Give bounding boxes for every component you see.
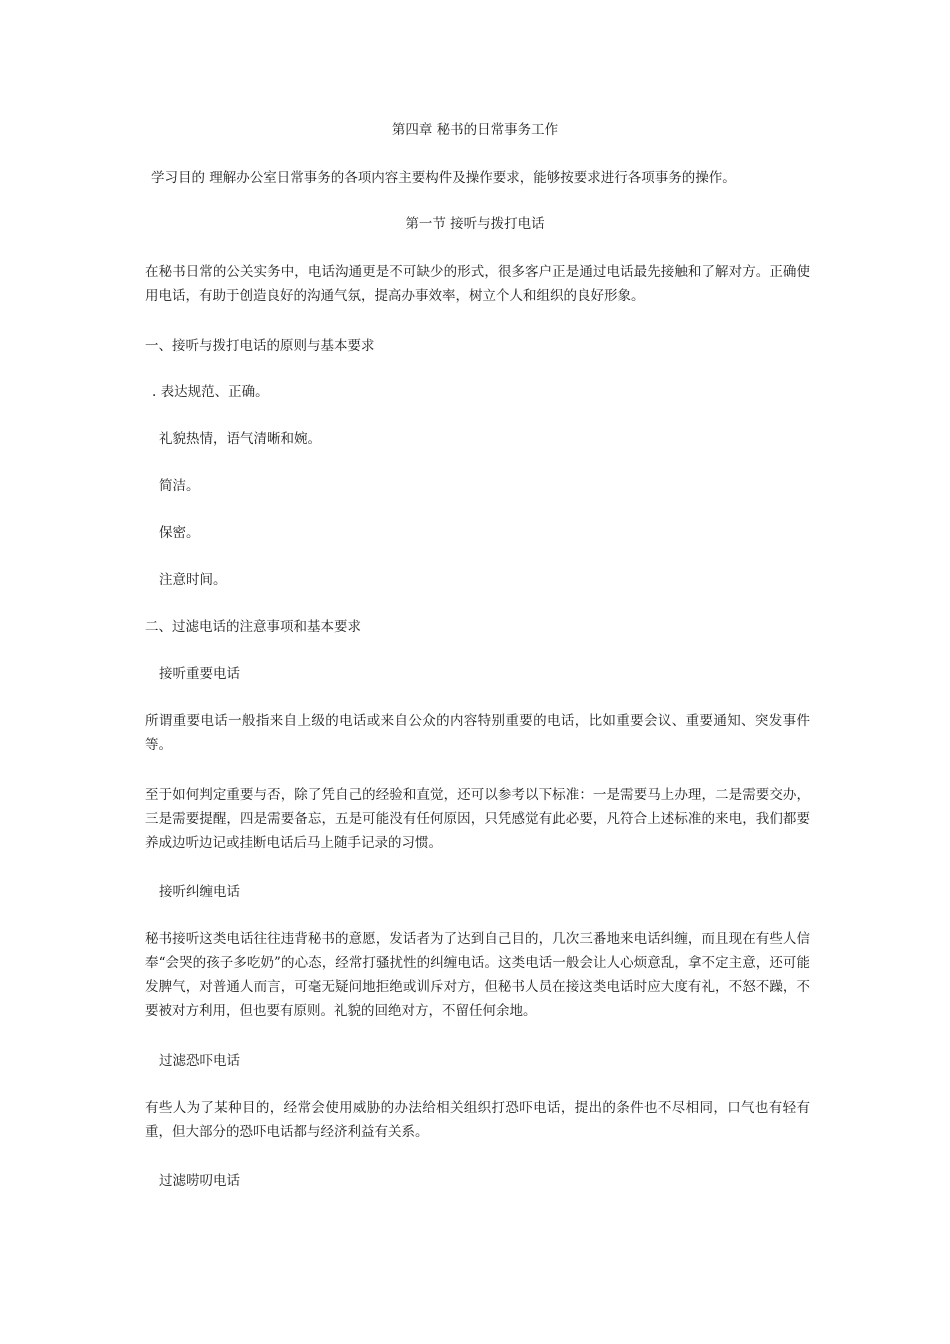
subsection-title: 接听纠缠电话 <box>159 884 240 900</box>
section-title: 第一节 接听与拨打电话 <box>405 216 545 232</box>
list-item: 简洁。 <box>159 478 200 494</box>
list-item: 注意时间。 <box>159 572 227 588</box>
subsection-title: 接听重要电话 <box>159 666 240 682</box>
paragraph: 有些人为了某种目的，经常会使用威胁的办法给相关组织打恐吓电话，提出的条件也不尽相同，口气也有轻有重，但大部分的恐吓电话都与经济利益有关系。 <box>145 1100 810 1140</box>
paragraph: 秘书接听这类电话往往违背秘书的意愿，发话者为了达到自己目的，几次三番地来电话纠缠，而且现在有些人信奉“会哭的孩子多吃奶”的心态，经常打骚扰性的纠缠电话。这类电话一般会让人心烦意乱，拿不定主意，还可能发脾气，对普通人而言，可毫无疑问地拒绝或训斥对方，但秘书人员在接这类电话时应大度有礼，不怒不躁，不要被对方利用，但也要有原则。礼貌的回绝对方，不留任何余地。 <box>145 931 810 1019</box>
learning-goal: 学习目的 理解办公室日常事务的各项内容主要构件及操作要求，能够按要求进行各项事务的操作。 <box>151 170 736 186</box>
paragraph: 所谓重要电话一般指来自上级的电话或来自公众的内容特别重要的电话，比如重要会议、重要通知、突发事件等。 <box>145 713 810 753</box>
list-item: 保密。 <box>159 525 200 541</box>
subsection-title: 过滤唠叨电话 <box>159 1173 240 1189</box>
intro-paragraph: 在秘书日常的公关实务中，电话沟通更是不可缺少的形式，很多客户正是通过电话最先接触和了解对方。正确使用电话，有助于创造良好的沟通气氛，提高办事效率，树立个人和组织的良好形象。 <box>145 264 810 304</box>
part1-heading: 一、接听与拨打电话的原则与基本要求 <box>145 338 375 354</box>
chapter-title: 第四章 秘书的日常事务工作 <box>391 122 559 138</box>
paragraph: 至于如何判定重要与否，除了凭自己的经验和直觉，还可以参考以下标准：一是需要马上办理，二是需要交办，三是需要提醒，四是需要备忘，五是可能没有任何原因，只凭感觉有此必要，凡符合上述标准的来电，我们都要养成边听边记或挂断电话后马上随手记录的习惯。 <box>145 787 810 851</box>
list-item: . 表达规范、正确。 <box>152 384 269 400</box>
list-item: 礼貌热情，语气清晰和婉。 <box>159 431 321 447</box>
subsection-title: 过滤恐吓电话 <box>159 1053 240 1069</box>
part2-heading: 二、过滤电话的注意事项和基本要求 <box>145 619 361 635</box>
